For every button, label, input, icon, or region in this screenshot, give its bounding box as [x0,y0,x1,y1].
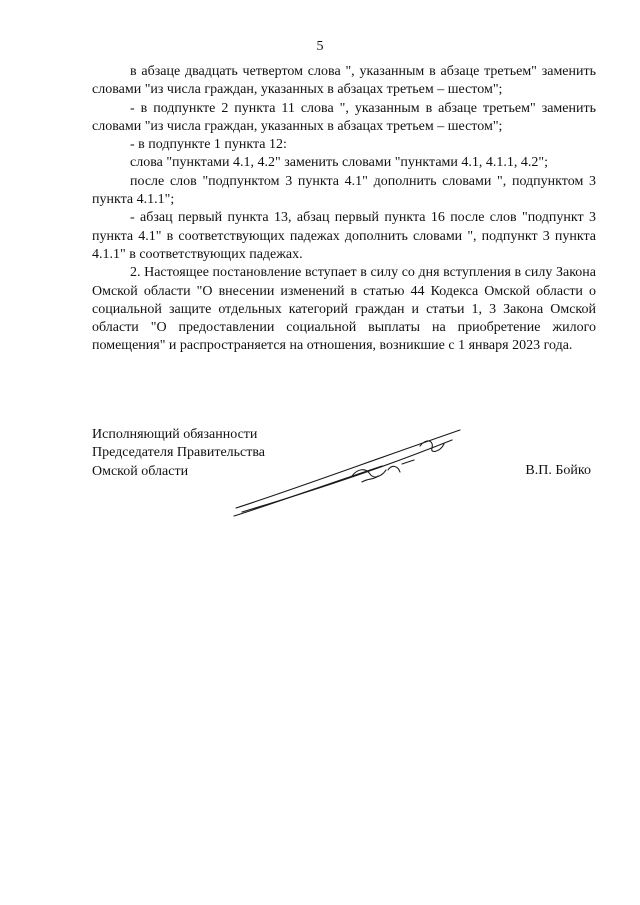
signatory-position-line2: Председателя Правительства [92,445,266,461]
paragraph-point-13-16: - абзац первый пункта 13, абзац первый пункта 16 после слов "подпункт 3 пункта 4.1" в соответствующих падежах дополнить словами ", подпункт 3 пункта 4.1.1" в соответствующих падежах. [92,210,596,262]
document-body [92,63,596,356]
paragraph-clause-24: в абзаце двадцать четвертом слова ", указанным в абзаце третьем" заменить словами "из числа граждан, указанных в абзацах третьем – шестом"; [92,64,596,98]
paragraph-add-subpoint: после слов "подпунктом 3 пункта 4.1" дополнить словами ", подпунктом 3 пункта 4.1.1"; [92,173,596,208]
signatory-name: В.П. Бойко [525,463,591,478]
signatory-position-line1: Исполняющий обязанности [92,427,258,442]
paragraph-entry-into-force: 2. Настоящее постановление вступает в силу со дня вступления в силу Закона Омской области "О внесении изменений в статью 44 Кодекса Омской области о социальной защите отдельных категорий граждан и статьи 1, 3 Закона Омской области "О предоставлении социальной выплаты на приобретение жилого помещения" и распространяется на отношения, возникшие с 1 января 2023 года. [92,265,596,354]
paragraph-subpoint-1-point-12: - в подпункте 1 пункта 12: [130,137,287,153]
page-number: 5 [316,39,324,54]
paragraph-replace-points: слова "пунктами 4.1, 4.2" заменить словами "пунктами 4.1, 4.1.1, 4.2"; [130,155,548,171]
signature-block [92,426,596,481]
signatory-position-line3: Омской области [92,463,189,479]
paragraph-subpoint-2-point-11: - в подпункте 2 пункта 11 слова ", указанным в абзаце третьем" заменить словами "из числа граждан, указанных в абзацах третьем – шестом"; [92,100,596,134]
